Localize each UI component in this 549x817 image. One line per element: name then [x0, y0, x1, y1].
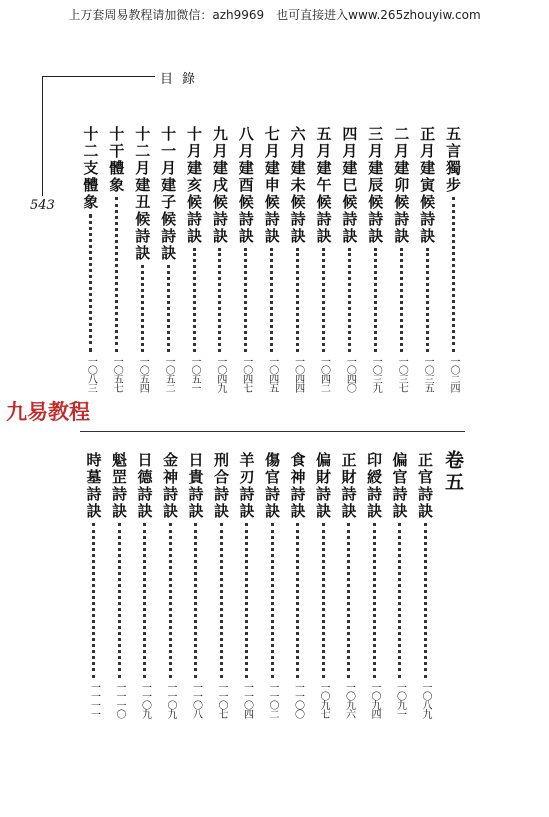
toc-entry-title: 正官詩訣	[416, 452, 434, 520]
toc-dot-leader	[347, 523, 350, 678]
toc-dot-leader	[374, 248, 377, 352]
toc-entry	[338, 126, 360, 392]
toc-entry	[236, 452, 258, 718]
toc-entry-page: 一〇九六	[343, 682, 355, 718]
toc-entry-page: 一〇八三	[85, 356, 97, 392]
side-rule	[42, 76, 43, 196]
toc-entry-page: 一一〇七	[216, 682, 227, 718]
toc-dot-leader	[424, 523, 427, 678]
toc-entry-page: 一〇九七	[318, 682, 329, 718]
watermark-banner: 上万套周易教程请加微信：azh9969 也可直接进入www.265zhouyiw.com	[68, 8, 481, 22]
page-title: 目錄	[160, 72, 205, 87]
toc-dot-leader	[322, 523, 325, 678]
toc-entry-title: 羊刃詩訣	[237, 452, 256, 520]
toc-entry-page: 一〇二四	[448, 356, 459, 392]
toc-entry-title: 十二月建丑候詩訣	[133, 126, 152, 262]
toc-entry-title: 五月建午候詩訣	[314, 126, 333, 245]
toc-dot-leader	[194, 523, 197, 678]
toc-entry-title: 日德詩訣	[135, 452, 154, 520]
toc-entry-page: 一一〇八	[190, 682, 202, 718]
toc-dot-leader	[169, 523, 172, 678]
toc-dot-leader	[193, 248, 196, 352]
toc-entry	[390, 126, 412, 392]
toc-entry-page: 一〇三九	[370, 356, 382, 392]
toc-dot-leader	[373, 523, 376, 678]
toc-dot-leader	[400, 248, 403, 352]
toc-entry-page: 一一一一	[88, 682, 100, 718]
brand-logo: 九易教程	[6, 400, 90, 424]
toc-entry-page: 一〇四四	[292, 356, 304, 392]
toc-entry-title: 傷官詩訣	[263, 452, 281, 520]
toc-entry-title: 十月建亥候詩訣	[185, 126, 203, 245]
toc-entry-page: 一〇四五	[266, 356, 278, 392]
toc-entry-page: 一〇三七	[396, 356, 408, 392]
toc-entry	[105, 126, 127, 392]
toc-dot-leader	[322, 248, 325, 352]
toc-entry-title: 十二支體象	[81, 126, 100, 211]
toc-entry-title: 八月建酉候詩訣	[236, 126, 255, 245]
toc-dot-leader	[143, 523, 146, 678]
toc-entry-title: 金神詩訣	[161, 452, 179, 520]
toc-entry	[183, 126, 205, 392]
toc-dot-leader	[426, 248, 429, 352]
toc-entry	[134, 452, 156, 718]
toc-entry-page: 一一〇〇	[292, 682, 304, 718]
toc-dot-leader	[218, 248, 221, 352]
toc-dot-leader	[398, 523, 401, 678]
toc-entry-title: 食神詩訣	[288, 452, 307, 520]
toc-entry-page: 一一一〇	[114, 682, 125, 718]
toc-entry-title: 正月建寅候詩訣	[418, 126, 437, 245]
toc-dot-leader	[92, 523, 95, 678]
toc-dot-leader	[167, 265, 170, 352]
toc-dot-leader	[141, 265, 144, 352]
toc-entry-title: 十一月建子候詩訣	[159, 126, 178, 262]
toc-entry	[442, 126, 464, 392]
toc-entry-title: 二月建卯候詩訣	[392, 126, 411, 245]
toc-entry-title: 七月建申候詩訣	[262, 126, 281, 245]
toc-entry	[79, 126, 101, 392]
toc-dot-leader	[270, 248, 273, 352]
toc-entry-title: 十干體象	[107, 126, 126, 194]
toc-entry-title: 偏官詩訣	[390, 452, 409, 520]
toc-entry	[416, 126, 438, 392]
toc-entry	[389, 452, 411, 718]
volume-title: 卷五	[442, 450, 464, 494]
toc-entry-title: 日貴詩訣	[186, 452, 205, 520]
toc-entry-page: 一一〇二	[267, 682, 278, 718]
toc-entry	[338, 452, 360, 718]
toc-entry	[363, 452, 385, 718]
toc-dot-leader	[271, 523, 274, 678]
toc-entry	[414, 452, 436, 718]
toc-entry	[185, 452, 207, 718]
toc-entry	[83, 452, 105, 718]
toc-dot-leader	[296, 523, 299, 678]
toc-entry	[209, 126, 231, 392]
toc-entry-title: 六月建未候詩訣	[288, 126, 307, 245]
toc-entry-title: 五言獨步	[444, 126, 462, 194]
toc-entry-page: 一〇八九	[420, 682, 431, 718]
toc-dot-leader	[348, 248, 351, 352]
toc-entry-title: 印綬詩訣	[365, 452, 383, 520]
toc-dot-leader	[118, 523, 121, 678]
toc-entry	[261, 126, 283, 392]
toc-entry-page: 一一〇四	[241, 682, 253, 718]
toc-entry-page: 一〇九四	[369, 682, 380, 718]
toc-dot-leader	[452, 197, 455, 352]
toc-entry-page: 一一〇九	[139, 682, 151, 718]
toc-dot-leader	[220, 523, 223, 678]
toc-entry	[131, 126, 153, 392]
toc-entry	[313, 126, 335, 392]
toc-entry	[312, 452, 334, 718]
toc-entry-page: 一〇五四	[137, 356, 149, 392]
toc-entry	[235, 126, 257, 392]
toc-dot-leader	[89, 214, 92, 352]
toc-dot-leader	[245, 523, 248, 678]
toc-entry-title: 四月建巳候詩訣	[340, 126, 359, 245]
toc-entry	[108, 452, 130, 718]
toc-entry	[364, 126, 386, 392]
toc-entry	[210, 452, 232, 718]
toc-entry-page: 一〇五二	[163, 356, 175, 392]
toc-entry-page: 一〇四九	[214, 356, 226, 392]
toc-entry-title: 時墓詩訣	[84, 452, 103, 520]
toc-entry-page: 一一〇九	[165, 682, 176, 718]
toc-dot-leader	[296, 248, 299, 352]
toc-entry	[287, 452, 309, 718]
toc-entry-title: 正財詩訣	[339, 452, 358, 520]
toc-entry-page: 一〇四二	[318, 356, 330, 392]
toc-entry-title: 九月建戌候詩訣	[210, 126, 229, 245]
toc-entry-title: 魁罡詩訣	[110, 452, 128, 520]
toc-entry-page: 一〇九一	[394, 682, 406, 718]
toc-entry	[287, 126, 309, 392]
toc-entry-page: 一〇三五	[422, 356, 434, 392]
toc-entry-title: 刑合詩訣	[212, 452, 230, 520]
page-number: 543	[30, 198, 55, 213]
toc-entry-page: 一〇四〇	[344, 356, 356, 392]
toc-dot-leader	[244, 248, 247, 352]
toc-entry-page: 一〇五七	[111, 356, 123, 392]
toc-entry-title: 三月建辰候詩訣	[366, 126, 385, 245]
toc-entry-page: 一〇四七	[240, 356, 252, 392]
toc-entry	[157, 126, 179, 392]
toc-entry	[261, 452, 283, 718]
header-rule	[42, 76, 155, 77]
toc-dot-leader	[115, 197, 118, 352]
toc-entry	[159, 452, 181, 718]
toc-entry-page: 一〇五一	[189, 356, 200, 392]
section-divider	[80, 431, 465, 432]
toc-entry-title: 偏財詩訣	[314, 452, 332, 520]
